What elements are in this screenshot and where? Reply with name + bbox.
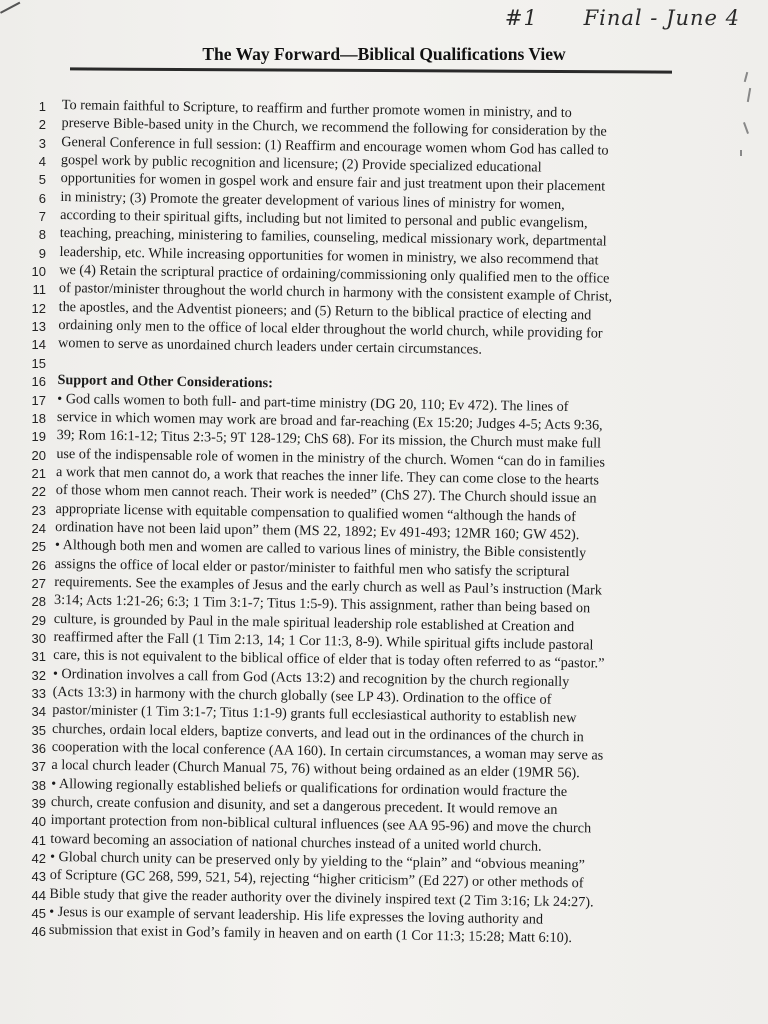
- line-number: 14: [31, 337, 46, 353]
- line-number: 24: [31, 520, 46, 536]
- line-number: 37: [31, 759, 46, 775]
- line-number: 12: [31, 300, 46, 316]
- line-number: 27: [31, 575, 46, 591]
- line-number: 20: [31, 447, 46, 463]
- line-number: 16: [31, 374, 46, 390]
- line-number: 41: [31, 832, 46, 848]
- handwritten-note: [505, 6, 740, 30]
- text-line: appropriate license with equitable compensation to qualified women “although the hands of: [55, 500, 577, 525]
- section-heading: Support and Other Considerations:: [57, 372, 273, 392]
- text-line: teaching, preaching, ministering to families, counseling, medical missionary work, departmental: [59, 225, 607, 250]
- line-number: 4: [38, 154, 46, 170]
- line-number: 45: [31, 906, 46, 922]
- text-line: of Scripture (GC 268, 599, 521, 54), rejecting “higher criticism” (Ed 227) or other methods of: [49, 867, 584, 892]
- margin-mark: [747, 88, 751, 102]
- line-number: 33: [31, 686, 46, 701]
- text-line: • Allowing regionally established beliefs or qualifications for ordination would fracture the: [51, 775, 568, 800]
- line-number: 7: [38, 209, 46, 225]
- line-number: 13: [31, 319, 46, 335]
- text-line: ordination have not been laid upon” them (MS 22, 1892; Ev 491-493; 12MR 160; GW 452).: [55, 518, 580, 544]
- line-number: 32: [31, 667, 46, 683]
- title-underline: [70, 67, 672, 73]
- line-number: 19: [31, 429, 46, 445]
- text-line: assigns the office of local elder or pastor/minister to faithful men who satisfy the scriptural: [54, 555, 570, 580]
- line-number: 21: [31, 465, 46, 481]
- text-line: use of the indispensable role of women in the ministry of the church. Women “can do in families: [56, 445, 606, 471]
- text-line: service in which women may work are broad and far-reaching (Ex 15:20; Judges 4-5; Acts 9:36,: [56, 408, 603, 434]
- text-line: culture, is grounded by Paul in the male spiritual leadership role established at Creation and: [53, 610, 575, 635]
- text-line: Bible study that give the reader authority over the divinely inspired text (2 Tim 3:16; Lk 24:27).: [49, 885, 594, 911]
- line-number: 9: [38, 245, 46, 261]
- line-number: 10: [31, 264, 46, 280]
- line-number: 18: [31, 410, 46, 426]
- line-number: 28: [31, 594, 46, 610]
- document-body: [49, 96, 672, 949]
- text-line: care, this is not equivalent to the biblical office of elder that is today often referred to as “pastor.”: [53, 647, 605, 672]
- margin-mark: [743, 122, 749, 134]
- text-line: pastor/minister (1 Tim 3:1-7; Titus 1:1-9) grants full ecclesiastical authority to establish new: [52, 702, 577, 727]
- handwritten-number: #1: [504, 6, 538, 30]
- text-line: gospel work by public recognition and licensure; (2) Provide specialized educational: [60, 152, 542, 176]
- text-line: • God calls women to both full- and part-time ministry (DG 20, 110; Ev 472). The lines of: [57, 390, 569, 415]
- line-number: 1: [38, 99, 46, 114]
- text-line: we (4) Retain the scriptural practice of ordaining/commissioning only qualified men to the office: [59, 262, 610, 287]
- text-line: • Although both men and women are called to various lines of ministry, the Bible consistently: [54, 537, 587, 562]
- line-number: 22: [31, 484, 46, 500]
- handwritten-status: Final - June 4: [583, 6, 740, 30]
- line-number: 5: [38, 172, 46, 188]
- line-number: 39: [31, 796, 46, 812]
- line-number: 15: [31, 355, 46, 371]
- line-number: 31: [31, 649, 46, 665]
- text-line: reaffirmed after the Fall (1 Tim 2:13, 14; 1 Cor 11:3, 8-9). While spiritual gifts include pastoral: [53, 628, 594, 654]
- line-number: 6: [38, 190, 46, 206]
- line-number: 46: [31, 924, 46, 940]
- text-line: • Jesus is our example of servant leadership. His life expresses the loving authority and: [49, 904, 544, 928]
- line-number: 36: [31, 741, 46, 757]
- text-line: of those whom men cannot reach. Their work is needed” (ChS 27). The Church should issue an: [55, 482, 597, 507]
- line-number: 3: [38, 135, 46, 151]
- text-line: ordaining only men to the office of local elder throughout the world church, while providing for: [58, 317, 603, 342]
- document-title: The Way Forward—Biblical Qualifications View: [202, 44, 566, 64]
- line-number: 23: [31, 502, 46, 518]
- text-line: important protection from non-biblical cultural influences (see AA 95-96) and move the church: [50, 812, 592, 837]
- text-line: a work that men cannot do, a work that reaches the inner life. They can come close to the hearts: [55, 463, 600, 489]
- line-number: 29: [31, 612, 46, 628]
- margin-mark: [740, 150, 742, 156]
- text-line: General Conference in full session: (1) Reaffirm and encourage women whom God has called to: [61, 133, 609, 159]
- line-number: 42: [31, 851, 46, 867]
- text-line: • Global church unity can be preserved only by yielding to the “plain” and “obvious meaning”: [49, 849, 585, 874]
- text-line: 3:14; Acts 1:21-26; 6:3; 1 Tim 3:1-7; Titus 1:5-9). This assignment, rather than being based on: [53, 592, 591, 617]
- text-line: cooperation with the local conference (AA 160). In certain circumstances, a woman may serve as: [51, 738, 604, 764]
- line-number: 30: [31, 630, 46, 646]
- text-line: requirements. See the examples of Jesus and the early church as well as Paul’s instruction (Mark: [54, 573, 603, 599]
- margin-mark: [744, 72, 749, 82]
- text-line: a local church leader (Church Manual 75, 76) without being ordained as an elder (19MR 56).: [51, 757, 580, 782]
- text-line: (Acts 13:3) in harmony with the church globally (see LP 43). Ordination to the office of: [52, 683, 552, 708]
- text-line: leadership, etc. While increasing opportunities for women in ministry, we also recommend that: [59, 243, 599, 269]
- text-line: To remain faithful to Scripture, to reaffirm and further promote women in ministry, and to: [61, 96, 572, 122]
- text-line: church, create confusion and disunity, and set a dangerous precedent. It would remove an: [50, 793, 558, 818]
- line-number: 11: [32, 282, 46, 298]
- text-line: in ministry; (3) Promote the greater development of various lines of ministry for women,: [60, 188, 565, 213]
- text-line: 39; Rom 16:1-12; Titus 2:3-5; 9T 128-129; ChS 68). For its mission, the Church must make full: [56, 427, 602, 452]
- text-line: preserve Bible-based unity in the Church, we recommend the following for consideration by the: [61, 115, 607, 140]
- line-number: 44: [31, 887, 46, 903]
- text-line: opportunities for women in gospel work and ensure fair and just treatment upon their placement: [60, 170, 606, 195]
- corner-pen-mark: [0, 2, 20, 14]
- text-line: women to serve as unordained church leaders under certain circumstances.: [57, 335, 483, 359]
- line-number: 25: [31, 539, 46, 555]
- line-number: 38: [31, 777, 46, 793]
- line-number: 26: [31, 557, 46, 573]
- line-number: 35: [31, 722, 46, 738]
- text-line: churches, ordain local elders, baptize converts, and lead out in the ordinances of the church in: [51, 720, 584, 745]
- text-line: of pastor/minister throughout the world church in harmony with the consistent example of Christ,: [58, 280, 613, 306]
- text-line: toward becoming an association of national churches instead of a united world church.: [50, 830, 542, 855]
- text-line: the apostles, and the Adventist pioneers; and (5) Return to the biblical practice of electing and: [58, 298, 592, 324]
- line-number: 34: [31, 704, 46, 720]
- text-line: • Ordination involves a call from God (Acts 13:2) and recognition by the church regionally: [52, 665, 570, 690]
- line-number: 8: [38, 227, 46, 243]
- line-number: 40: [31, 814, 46, 830]
- line-number: 2: [38, 117, 46, 133]
- line-number: 17: [31, 392, 46, 408]
- text-line: according to their spiritual gifts, including but not limited to personal and public evangelism,: [60, 207, 588, 232]
- line-numbers: [12, 98, 46, 942]
- line-number: 43: [31, 869, 46, 885]
- text-line: submission that exist in God’s family in heaven and on earth (1 Cor 11:3; 15:28; Matt 6:10).: [48, 922, 573, 947]
